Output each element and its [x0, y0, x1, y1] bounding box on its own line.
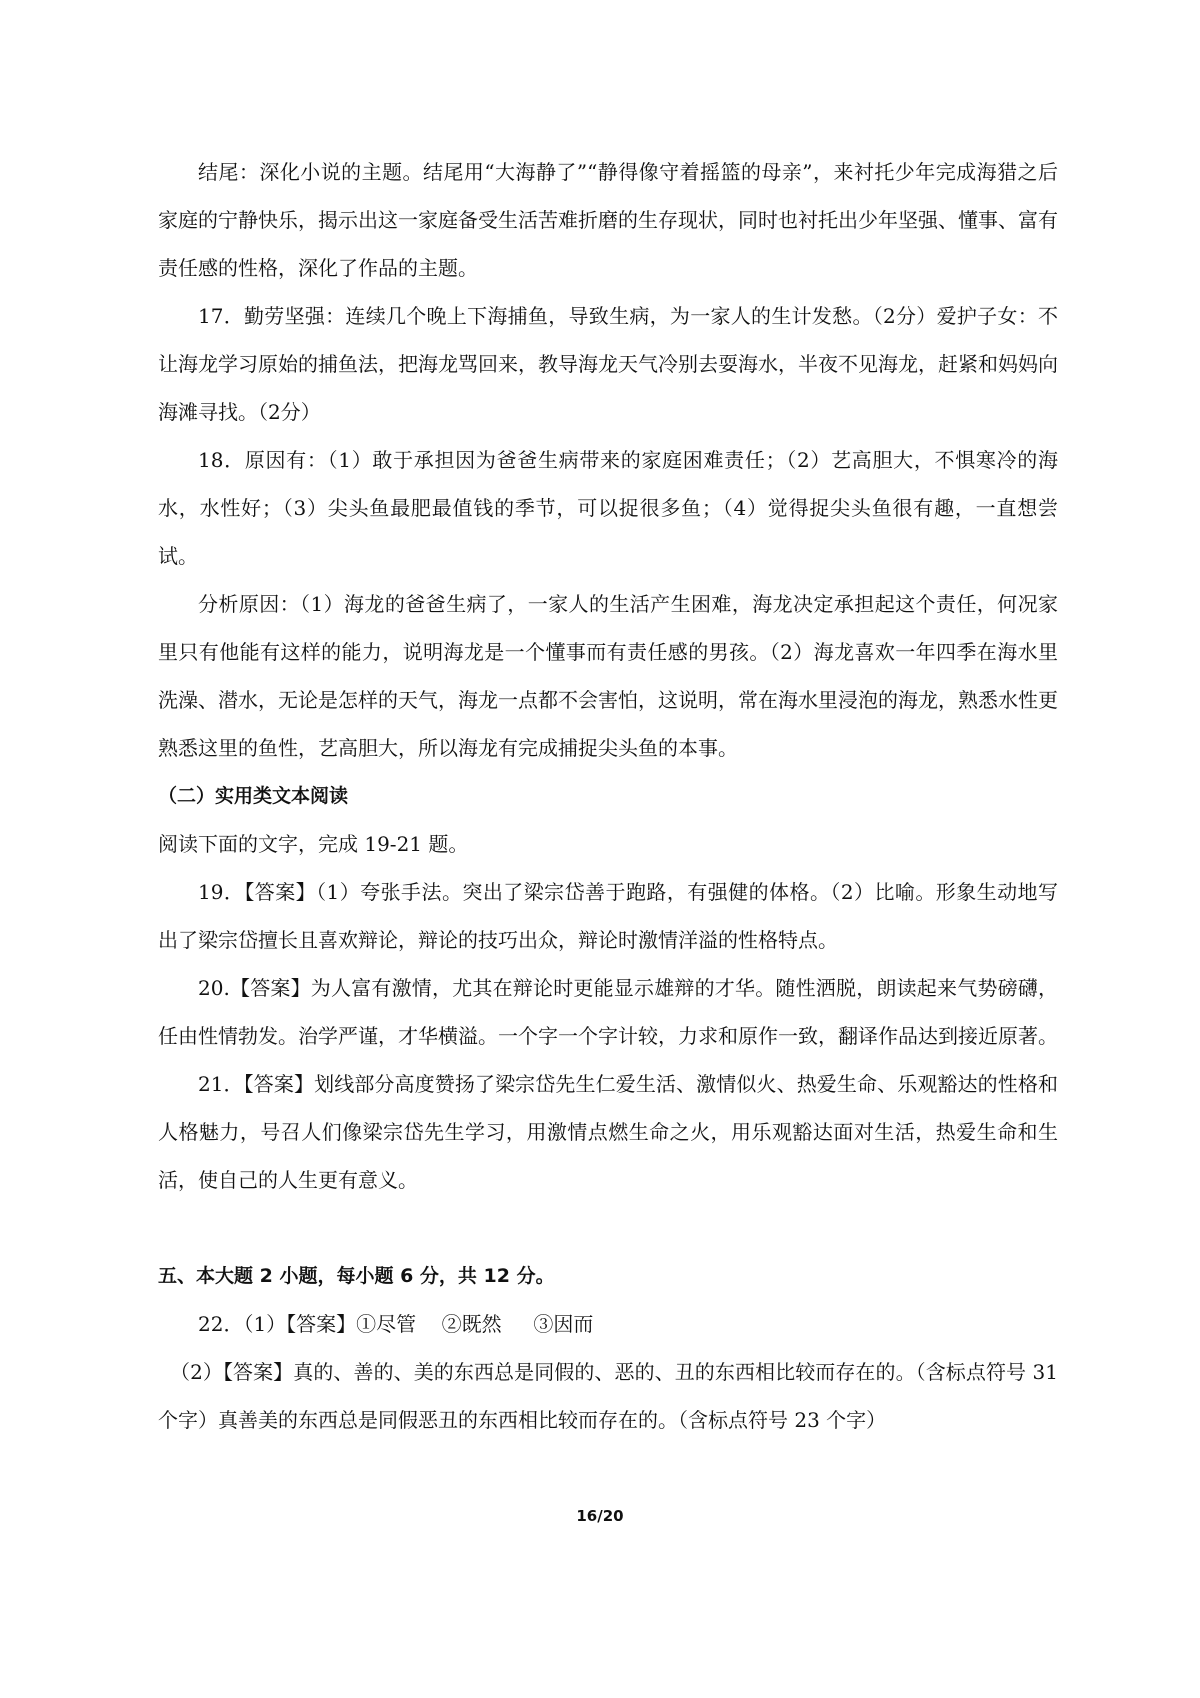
document-body	[158, 148, 1058, 1444]
section-heading-practical-text: （二）实用类文本阅读	[158, 785, 349, 807]
answer-21: 21．【答案】划线部分高度赞扬了梁宗岱先生仁爱生活、激情似火、热爱生命、乐观豁达的性格和人格魅力，号召人们像梁宗岱先生学习，用激情点燃生命之火，用乐观豁达面对生活，热爱生命和生活，使自己的人生更有意义。	[158, 1072, 1058, 1192]
answer-19: 19．【答案】（1）夸张手法。突出了梁宗岱善于跑路，有强健的体格。（2）比喻。形象生动地写出了梁宗岱擅长且喜欢辩论，辩论的技巧出众，辩论时激情洋溢的性格特点。	[158, 880, 1058, 952]
page-number: 16/20	[576, 1507, 624, 1525]
answer-20: 20.【答案】为人富有激情，尤其在辩论时更能显示雄辩的才华。随性洒脱，朗读起来气势磅礴，任由性情勃发。治学严谨，才华横溢。一个字一个字计较，力求和原作一致，翻译作品达到接近原著。	[158, 976, 1058, 1048]
answer-17: 17．勤劳坚强：连续几个晚上下海捕鱼，导致生病，为一家人的生计发愁。（2分）爱护子女：不让海龙学习原始的捕鱼法，把海龙骂回来，教导海龙天气冷别去耍海水，半夜不见海龙，赶紧和妈妈向海滩寻找。（2分）	[158, 304, 1058, 424]
paragraph-ending-analysis: 结尾：深化小说的主题。结尾用“大海静了”“静得像守着摇篮的母亲”，来衬托少年完成海猎之后家庭的宁静快乐，揭示出这一家庭备受生活苦难折磨的生存现状，同时也衬托出少年坚强、懂事、富有责任感的性格，深化了作品的主题。	[158, 160, 1058, 280]
section-spacer	[158, 1204, 1058, 1252]
answer-22-part1: 22．（1）【答案】①尽管 ②既然 ③因而	[198, 1312, 594, 1336]
answer-22-part2: （2）【答案】真的、善的、美的东西总是同假的、恶的、丑的东西相比较而存在的。（含标点符号 31 个字）真善美的东西总是同假恶丑的东西相比较而存在的。（含标点符号 23 个字）	[158, 1360, 1058, 1432]
section-intro: 阅读下面的文字，完成 19-21 题。	[158, 832, 469, 856]
answer-18: 18．原因有：（1）敢于承担因为爸爸生病带来的家庭困难责任；（2）艺高胆大，不惧寒冷的海水，水性好；（3）尖头鱼最肥最值钱的季节，可以捉很多鱼；（4）觉得捉尖头鱼很有趣，一直想尝试。	[158, 448, 1058, 568]
answer-18-analysis: 分析原因：（1）海龙的爸爸生病了，一家人的生活产生困难，海龙决定承担起这个责任，何况家里只有他能有这样的能力，说明海龙是一个懂事而有责任感的男孩。（2）海龙喜欢一年四季在海水里洗澡、潜水，无论是怎样的天气，海龙一点都不会害怕，这说明，常在海水里浸泡的海龙，熟悉水性更熟悉这里的鱼性，艺高胆大，所以海龙有完成捕捉尖头鱼的本事。	[158, 592, 1058, 760]
section-heading-five: 五、本大题 2 小题，每小题 6 分，共 12 分。	[158, 1265, 555, 1287]
